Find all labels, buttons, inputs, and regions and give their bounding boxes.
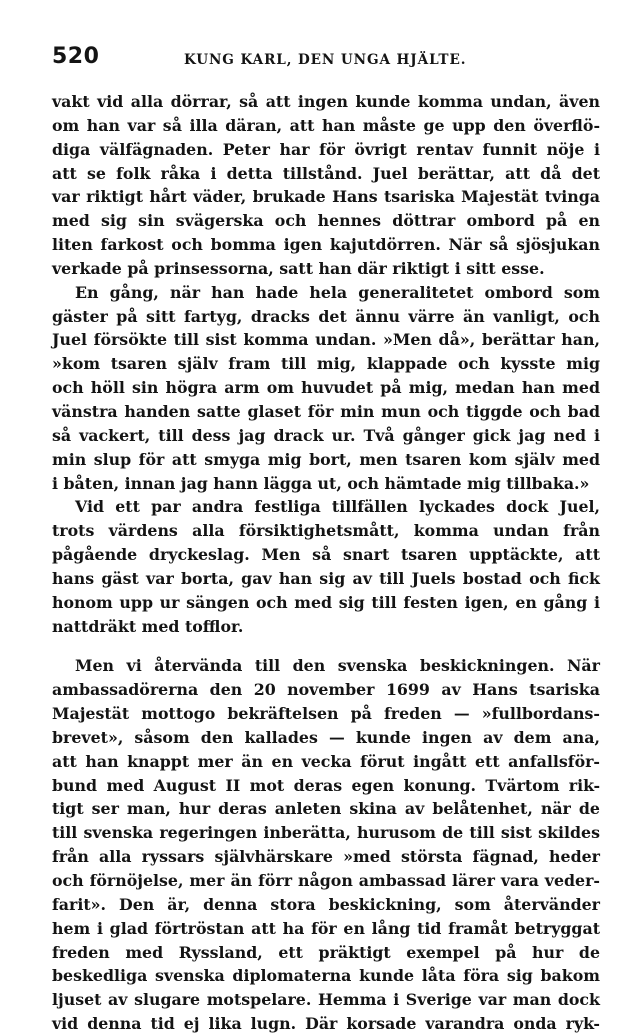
text-line: farit». Den är, denna stora beskickning, som återvänder	[52, 894, 600, 914]
text-line: ambassadörerna den 20 november 1699 av Hans tsariska	[52, 680, 600, 700]
body-text	[52, 90, 600, 1036]
text-line: från alla ryssars självhärskare »med största fägnad, heder	[52, 847, 600, 867]
text-line: med sig sin svägerska och hennes döttrar ombord på en	[52, 211, 600, 231]
page-number: 520	[52, 44, 100, 69]
running-head	[52, 44, 600, 74]
text-line: diga välfägnaden. Peter har för övrigt rentav funnit nöje i	[52, 139, 600, 159]
text-line: verkade på prinsessorna, satt han där riktigt i sitt esse.	[52, 258, 545, 278]
text-line: brevet», såsom den kallades — kunde ingen av dem ana,	[52, 727, 600, 747]
paragraph-first-line: En gång, när han hade hela generalitetet ombord som	[75, 282, 600, 302]
text-line: vakt vid alla dörrar, så att ingen kunde komma undan, även	[52, 92, 600, 111]
text-line: tigt ser man, hur deras anleten skina av belåtenhet, när de	[52, 799, 600, 819]
text-line: i båten, innan jag hann lägga ut, och hämtade mig tillbaka.»	[52, 473, 590, 493]
running-title: KUNG KARL, DEN UNGA HJÄLTE.	[184, 52, 467, 68]
text-line: pågående dryckeslag. Men så snart tsaren upptäckte, att	[52, 545, 600, 565]
section-gap	[52, 638, 600, 654]
text-line: ljuset av slugare motspelare. Hemma i Sverige var man dock	[52, 990, 600, 1010]
text-line: och förnöjelse, mer än förr någon ambassad lärer vara veder-	[52, 871, 600, 890]
paragraph-first-line: Vid ett par andra festliga tillfällen lyckades dock Juel,	[75, 497, 600, 517]
text-line: »kom tsaren själv fram till mig, klappade och kysste mig	[52, 354, 600, 374]
text-line: hem i glad förtröstan att ha för en lång tid framåt betryggat	[52, 918, 600, 938]
text-line: att se folk råka i detta tillstånd. Juel berättar, att då det	[52, 163, 600, 183]
text-line: honom upp ur sängen och med sig till festen igen, en gång i	[52, 592, 600, 612]
text-line: så vackert, till dess jag drack ur. Två gånger gick jag ned i	[52, 425, 600, 445]
text-line: nattdräkt med tofflor.	[52, 616, 244, 636]
text-line: om han var så illa däran, att han måste ge upp den överflö-	[52, 115, 600, 135]
text-line: hans gäst var borta, gav han sig av till Juels bostad och fick	[52, 568, 600, 588]
text-line: freden med Ryssland, ett präktigt exempel på hur de	[52, 942, 600, 962]
text-line: att han knappt mer än en vecka förut ingått ett anfallsför-	[52, 751, 600, 771]
text-line: Majestät mottogo bekräftelsen på freden — »fullbordans-	[52, 704, 600, 724]
text-line: min slup för att smyga mig bort, men tsaren kom själv med	[52, 449, 600, 469]
text-line: beskedliga svenska diplomaterna kunde låta föra sig bakom	[52, 966, 600, 986]
text-line: vid denna tid ej lika lugn. Där korsade varandra onda ryk-	[52, 1014, 600, 1034]
text-line: bund med August II mot deras egen konung. Tvärtom rik-	[52, 775, 600, 795]
text-line: trots värdens alla försiktighetsmått, komma undan från	[52, 521, 600, 541]
text-line: liten farkost och bomma igen kajutdörren. När så sjösjukan	[52, 235, 600, 255]
paragraph-first-line: Men vi återvända till den svenska beskickningen. När	[75, 656, 600, 676]
text-line: gäster på sitt fartyg, dracks det ännu värre än vanligt, och	[52, 306, 600, 326]
text-line: till svenska regeringen inberätta, hurusom de till sist skildes	[52, 823, 600, 843]
text-line: vänstra handen satte glaset för min mun och tiggde och bad	[52, 401, 600, 421]
text-line: Juel försökte till sist komma undan. »Men då», berättar han,	[52, 330, 600, 350]
text-line: och höll sin högra arm om huvudet på mig, medan han med	[52, 378, 600, 398]
text-line: var riktigt hårt väder, brukade Hans tsariska Majestät tvinga	[52, 187, 600, 207]
